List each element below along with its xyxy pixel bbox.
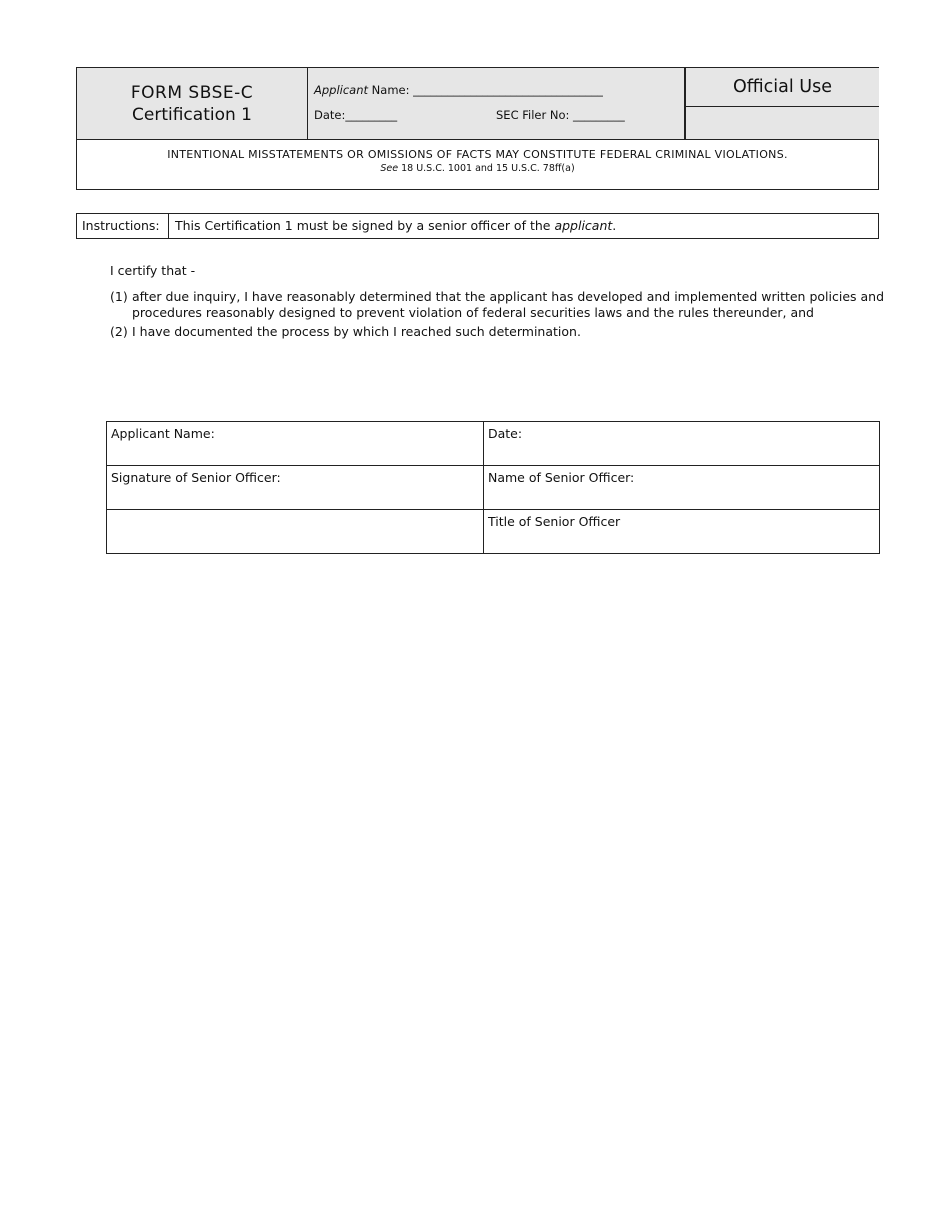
- criminal-violation-warning: INTENTIONAL MISSTATEMENTS OR OMISSIONS OF FACTS MAY CONSTITUTE FEDERAL CRIMINAL VIOLATIONS.: [167, 148, 788, 161]
- officer-name-cell[interactable]: Name of Senior Officer:: [484, 466, 880, 510]
- official-use-label: Official Use: [686, 68, 879, 107]
- item-text: I have documented the process by which I reached such determination.: [132, 324, 581, 339]
- applicant-label-italic: Applicant: [314, 83, 369, 97]
- table-row: [107, 422, 880, 466]
- table-row: [107, 510, 880, 554]
- header-top-row: [77, 68, 878, 140]
- instructions-applicant-italic: applicant: [554, 218, 613, 233]
- statute-reference: [77, 163, 878, 174]
- see-italic: See: [380, 163, 399, 174]
- blank-cell: [107, 510, 484, 554]
- signature-table: [106, 421, 880, 554]
- instructions-text-main: This Certification 1 must be signed by a senior officer of the: [175, 218, 555, 233]
- item-number: (1): [110, 289, 128, 304]
- applicant-name-line: Name: _________________________________: [368, 83, 603, 97]
- signature-cell[interactable]: Signature of Senior Officer:: [107, 466, 484, 510]
- instructions-text-end: .: [612, 218, 617, 233]
- officer-title-cell[interactable]: Title of Senior Officer: [484, 510, 880, 554]
- form-subtitle: Certification 1: [132, 105, 252, 125]
- form-header: [76, 67, 879, 190]
- applicant-info-box: [308, 68, 684, 139]
- official-use-box: [684, 68, 879, 139]
- sec-filer-field[interactable]: SEC Filer No: _________: [496, 108, 625, 122]
- certify-intro: I certify that -: [110, 263, 196, 278]
- instructions-label: Instructions:: [77, 214, 169, 238]
- instructions-box: [76, 213, 879, 239]
- applicant-name-field[interactable]: [314, 83, 603, 97]
- instructions-text: [175, 214, 616, 238]
- statute-text: 18 U.S.C. 1001 and 15 U.S.C. 78ff(a): [398, 163, 575, 174]
- item-number: (2): [110, 324, 128, 339]
- table-row: [107, 466, 880, 510]
- applicant-name-cell[interactable]: Applicant Name:: [107, 422, 484, 466]
- form-identifier: [77, 68, 308, 139]
- form-name: FORM SBSE-C: [130, 83, 254, 103]
- date-cell[interactable]: Date:: [484, 422, 880, 466]
- date-field[interactable]: Date:_________: [314, 108, 398, 122]
- item-text: after due inquiry, I have reasonably determined that the applicant has developed and implemented written policies and procedures reasonably designed to prevent violation of federal securities laws and the rules thereunder, and: [132, 289, 885, 320]
